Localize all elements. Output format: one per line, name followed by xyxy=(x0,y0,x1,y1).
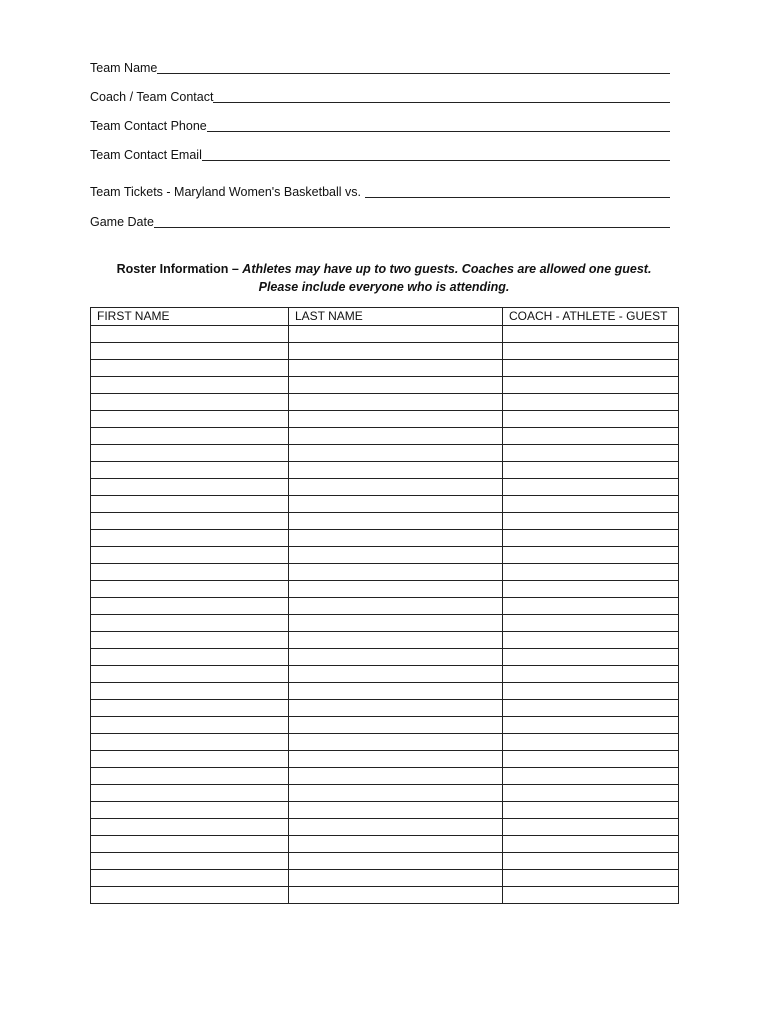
first-name-cell[interactable] xyxy=(91,513,289,530)
table-row xyxy=(91,581,679,598)
last-name-cell[interactable] xyxy=(289,666,503,683)
role-cell[interactable] xyxy=(503,785,679,802)
role-cell[interactable] xyxy=(503,870,679,887)
last-name-cell[interactable] xyxy=(289,360,503,377)
first-name-cell[interactable] xyxy=(91,496,289,513)
contact-email-field xyxy=(90,145,670,163)
first-name-cell[interactable] xyxy=(91,836,289,853)
first-name-cell[interactable] xyxy=(91,598,289,615)
role-cell[interactable] xyxy=(503,615,679,632)
first-name-cell[interactable] xyxy=(91,666,289,683)
role-cell[interactable] xyxy=(503,683,679,700)
first-name-cell[interactable] xyxy=(91,479,289,496)
table-row xyxy=(91,649,679,666)
role-cell[interactable] xyxy=(503,632,679,649)
table-row xyxy=(91,887,679,904)
role-cell[interactable] xyxy=(503,394,679,411)
last-name-cell[interactable] xyxy=(289,428,503,445)
contact-phone-label: Team Contact Phone xyxy=(90,119,207,133)
table-row xyxy=(91,768,679,785)
contact-phone-blank[interactable] xyxy=(207,131,670,132)
table-row xyxy=(91,836,679,853)
first-name-cell[interactable] xyxy=(91,581,289,598)
last-name-cell[interactable] xyxy=(289,717,503,734)
last-name-cell[interactable] xyxy=(289,836,503,853)
last-name-cell[interactable] xyxy=(289,479,503,496)
role-cell[interactable] xyxy=(503,853,679,870)
last-name-cell[interactable] xyxy=(289,819,503,836)
role-cell[interactable] xyxy=(503,462,679,479)
role-cell[interactable] xyxy=(503,479,679,496)
last-name-cell[interactable] xyxy=(289,377,503,394)
first-name-cell[interactable] xyxy=(91,768,289,785)
first-name-cell[interactable] xyxy=(91,683,289,700)
last-name-cell[interactable] xyxy=(289,411,503,428)
last-name-cell[interactable] xyxy=(289,700,503,717)
role-cell[interactable] xyxy=(503,530,679,547)
table-row xyxy=(91,394,679,411)
team-tickets-blank[interactable] xyxy=(365,197,670,198)
table-row xyxy=(91,632,679,649)
table-row xyxy=(91,785,679,802)
role-cell[interactable] xyxy=(503,836,679,853)
last-name-cell[interactable] xyxy=(289,445,503,462)
table-row xyxy=(91,411,679,428)
contact-email-blank[interactable] xyxy=(202,160,670,161)
first-name-cell[interactable] xyxy=(91,802,289,819)
roster-table xyxy=(90,307,679,904)
first-name-cell[interactable] xyxy=(91,547,289,564)
last-name-cell[interactable] xyxy=(289,496,503,513)
table-row xyxy=(91,717,679,734)
first-name-cell[interactable] xyxy=(91,887,289,904)
last-name-cell[interactable] xyxy=(289,564,503,581)
team-tickets-label: Team Tickets - Maryland Women's Basketball vs. xyxy=(90,185,361,199)
first-name-cell[interactable] xyxy=(91,785,289,802)
table-row xyxy=(91,428,679,445)
coach-contact-label: Coach / Team Contact xyxy=(90,90,214,104)
first-name-cell[interactable] xyxy=(91,751,289,768)
role-cell[interactable] xyxy=(503,360,679,377)
roster-heading xyxy=(90,260,678,296)
role-cell[interactable] xyxy=(503,666,679,683)
last-name-cell[interactable] xyxy=(289,751,503,768)
table-row xyxy=(91,462,679,479)
coach-contact-field xyxy=(90,87,670,105)
table-row xyxy=(91,666,679,683)
first-name-cell[interactable] xyxy=(91,649,289,666)
roster-header-row xyxy=(91,308,679,326)
table-row xyxy=(91,530,679,547)
table-row xyxy=(91,564,679,581)
table-row xyxy=(91,734,679,751)
first-name-cell[interactable] xyxy=(91,870,289,887)
first-name-cell[interactable] xyxy=(91,411,289,428)
first-name-cell[interactable] xyxy=(91,462,289,479)
team-tickets-field xyxy=(90,182,670,200)
last-name-cell[interactable] xyxy=(289,513,503,530)
last-name-header: LAST NAME xyxy=(289,308,503,326)
first-name-cell[interactable] xyxy=(91,530,289,547)
last-name-cell[interactable] xyxy=(289,802,503,819)
role-cell[interactable] xyxy=(503,717,679,734)
role-cell[interactable] xyxy=(503,802,679,819)
game-date-blank[interactable] xyxy=(154,227,670,228)
role-cell[interactable] xyxy=(503,819,679,836)
role-header: COACH - ATHLETE - GUEST xyxy=(503,308,679,326)
last-name-cell[interactable] xyxy=(289,462,503,479)
first-name-cell[interactable] xyxy=(91,326,289,343)
roster-heading-note-2: Please include everyone who is attending. xyxy=(258,280,510,294)
last-name-cell[interactable] xyxy=(289,547,503,564)
table-row xyxy=(91,343,679,360)
table-row xyxy=(91,513,679,530)
last-name-cell[interactable] xyxy=(289,887,503,904)
role-cell[interactable] xyxy=(503,326,679,343)
table-row xyxy=(91,377,679,394)
role-cell[interactable] xyxy=(503,700,679,717)
table-row xyxy=(91,700,679,717)
contact-email-label: Team Contact Email xyxy=(90,148,202,162)
role-cell[interactable] xyxy=(503,768,679,785)
table-row xyxy=(91,479,679,496)
last-name-cell[interactable] xyxy=(289,615,503,632)
roster-body xyxy=(91,326,679,904)
first-name-cell[interactable] xyxy=(91,360,289,377)
table-row xyxy=(91,598,679,615)
first-name-cell[interactable] xyxy=(91,615,289,632)
role-cell[interactable] xyxy=(503,649,679,666)
table-row xyxy=(91,496,679,513)
role-cell[interactable] xyxy=(503,411,679,428)
roster-heading-line1 xyxy=(90,260,678,278)
last-name-cell[interactable] xyxy=(289,785,503,802)
role-cell[interactable] xyxy=(503,377,679,394)
role-cell[interactable] xyxy=(503,564,679,581)
team-name-field xyxy=(90,58,670,76)
last-name-cell[interactable] xyxy=(289,870,503,887)
role-cell[interactable] xyxy=(503,513,679,530)
role-cell[interactable] xyxy=(503,343,679,360)
table-row xyxy=(91,326,679,343)
game-date-field xyxy=(90,212,670,230)
roster-heading-note-1: Athletes may have up to two guests. Coaches are allowed one guest. xyxy=(242,262,652,276)
team-name-blank[interactable] xyxy=(157,73,670,74)
first-name-cell[interactable] xyxy=(91,428,289,445)
role-cell[interactable] xyxy=(503,496,679,513)
first-name-cell[interactable] xyxy=(91,564,289,581)
first-name-cell[interactable] xyxy=(91,734,289,751)
role-cell[interactable] xyxy=(503,598,679,615)
last-name-cell[interactable] xyxy=(289,734,503,751)
table-row xyxy=(91,360,679,377)
first-name-cell[interactable] xyxy=(91,700,289,717)
table-row xyxy=(91,751,679,768)
first-name-cell[interactable] xyxy=(91,632,289,649)
last-name-cell[interactable] xyxy=(289,853,503,870)
last-name-cell[interactable] xyxy=(289,326,503,343)
role-cell[interactable] xyxy=(503,734,679,751)
first-name-cell[interactable] xyxy=(91,343,289,360)
last-name-cell[interactable] xyxy=(289,632,503,649)
table-row xyxy=(91,445,679,462)
first-name-cell[interactable] xyxy=(91,377,289,394)
last-name-cell[interactable] xyxy=(289,649,503,666)
first-name-cell[interactable] xyxy=(91,853,289,870)
role-cell[interactable] xyxy=(503,751,679,768)
first-name-cell[interactable] xyxy=(91,394,289,411)
last-name-cell[interactable] xyxy=(289,530,503,547)
last-name-cell[interactable] xyxy=(289,394,503,411)
first-name-cell[interactable] xyxy=(91,717,289,734)
table-row xyxy=(91,547,679,564)
last-name-cell[interactable] xyxy=(289,343,503,360)
first-name-cell[interactable] xyxy=(91,445,289,462)
role-cell[interactable] xyxy=(503,581,679,598)
table-row xyxy=(91,870,679,887)
role-cell[interactable] xyxy=(503,887,679,904)
role-cell[interactable] xyxy=(503,445,679,462)
coach-contact-blank[interactable] xyxy=(213,102,670,103)
table-row xyxy=(91,802,679,819)
first-name-cell[interactable] xyxy=(91,819,289,836)
game-date-label: Game Date xyxy=(90,215,154,229)
last-name-cell[interactable] xyxy=(289,683,503,700)
table-row xyxy=(91,615,679,632)
last-name-cell[interactable] xyxy=(289,581,503,598)
team-name-label: Team Name xyxy=(90,61,158,75)
table-row xyxy=(91,683,679,700)
table-row xyxy=(91,819,679,836)
role-cell[interactable] xyxy=(503,428,679,445)
roster-heading-lead: Roster Information – xyxy=(116,262,239,276)
last-name-cell[interactable] xyxy=(289,768,503,785)
role-cell[interactable] xyxy=(503,547,679,564)
table-row xyxy=(91,853,679,870)
last-name-cell[interactable] xyxy=(289,598,503,615)
contact-phone-field xyxy=(90,116,670,134)
first-name-header: FIRST NAME xyxy=(91,308,289,326)
